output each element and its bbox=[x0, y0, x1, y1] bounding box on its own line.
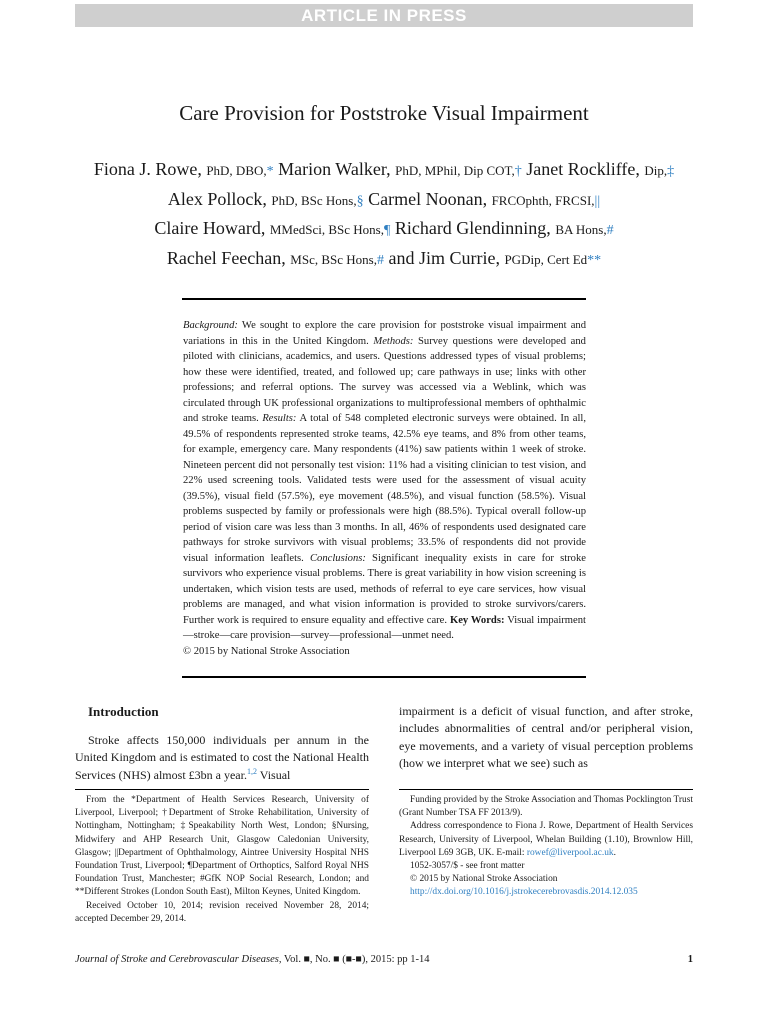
received-dates: Received October 10, 2014; revision received November 28, 2014; accepted December 29, 2014. bbox=[75, 900, 369, 924]
author-name: and Jim Currie, bbox=[388, 247, 500, 268]
methods-text: Survey questions were developed and piloted with clinicians, academics, and users. Questions addressed types of visual problems; how these were identified, treated, and followed up; care pathways in use; links with other professions; and referral options. The survey was accessed via a Weblink, which was circulated through UK professional organizations to multiprofessional members of ophthalmic and stroke teams. bbox=[183, 335, 586, 424]
results-label: Results: bbox=[262, 413, 297, 424]
abstract bbox=[183, 318, 586, 659]
doi-link[interactable]: http://dx.doi.org/10.1016/j.jstrokecerebrovasdis.2014.12.035 bbox=[410, 887, 638, 898]
abstract-top-rule bbox=[182, 298, 586, 300]
affiliation-mark[interactable]: ‡ bbox=[667, 164, 675, 179]
author-name: Marion Walker, bbox=[278, 159, 391, 179]
intro-left-column bbox=[75, 703, 369, 784]
issn-text: 1052-3057/$ - see front matter bbox=[410, 861, 525, 872]
correspondence-footnotes bbox=[399, 794, 693, 900]
affiliation-mark[interactable]: ** bbox=[587, 252, 602, 268]
affiliation-mark[interactable]: § bbox=[356, 193, 364, 209]
author-degrees: Dip, bbox=[644, 163, 668, 178]
page-number: 1 bbox=[687, 954, 693, 965]
keywords-text: Visual impairment—stroke—care provision—survey—professional—unmet need. bbox=[183, 614, 586, 641]
author-name: Janet Rockliffe, bbox=[526, 159, 640, 179]
affiliation-mark[interactable]: || bbox=[594, 193, 601, 209]
author-degrees: MMedSci, BSc Hons, bbox=[269, 222, 384, 237]
intro-right-column bbox=[399, 703, 693, 773]
author-degrees: PhD, BSc Hons, bbox=[271, 192, 357, 208]
journal-citation: Vol. ■, No. ■ (■-■), 2015: pp 1-14 bbox=[283, 954, 430, 965]
conclusions-text: Significant inequality exists in care for stroke survivors who experience visual problems. There is great variability in how vision screening is undertaken, which vision tests are used, methods of referral to eye care services, how visual problems are managed, and what vision information is provided to stroke survivors/carers. Further work is required to ensure equality and effective care. bbox=[183, 552, 586, 626]
article-in-press-banner: ARTICLE IN PRESS bbox=[75, 4, 693, 27]
affiliation-footnotes bbox=[75, 794, 369, 926]
abstract-bottom-rule bbox=[182, 676, 586, 678]
conclusions-label: Conclusions: bbox=[309, 552, 366, 564]
author-name: Claire Howard, bbox=[154, 218, 266, 238]
article-title: Care Provision for Poststroke Visual Impairment bbox=[179, 101, 589, 125]
author-degrees: MSc, BSc Hons, bbox=[290, 251, 377, 267]
affiliation-mark[interactable]: # bbox=[376, 252, 384, 268]
author-degrees: BA Hons, bbox=[555, 222, 607, 237]
author-name: Fiona J. Rowe, bbox=[93, 159, 202, 179]
author-name: Richard Glendinning, bbox=[394, 218, 551, 238]
affiliation-mark[interactable]: # bbox=[606, 223, 614, 238]
funding-text: Funding provided by the Stroke Association and Thomas Pocklington Trust (Grant Number TSA FF 2013/9). bbox=[399, 795, 693, 819]
background-text: We sought to explore the care provision for poststroke visual impairment and variations in this in the United Kingdom. bbox=[183, 320, 586, 347]
affiliation-mark[interactable]: ¶ bbox=[383, 223, 391, 238]
methods-label: Methods: bbox=[373, 335, 414, 347]
abstract-copyright: © 2015 by National Stroke Association bbox=[183, 645, 350, 657]
results-text: A total of 548 completed electronic surveys were obtained. In all, 49.5% of respondents represented stroke teams, 42.5% eye teams, and 8% from other teams, for example, emergency care. Many respondents (41%) saw patients within 1 week of stroke. Nineteen percent did not personally test vision: 11% had a visiting clinician to test vision, and 22% used screening tools. Validated tests were used for the assessment of visual acuity (39.5%), visual field (57.5%), eye movement (48.5%), and visual function (58.5%). Visual problems suspected by family or professionals were high (88.5%). Typical overall follow-up period of vision care was less than 3 months. In all, 46% of respondents used designated care pathways for stroke survivors with visual problems; 33.5% of respondents did not provide visual information leaflets. bbox=[183, 413, 586, 564]
page-footer bbox=[75, 953, 693, 967]
citation-ref[interactable]: 1,2 bbox=[246, 766, 257, 776]
affiliations-text: From the *Department of Health Services Research, University of Liverpool, Liverpool; †Department of Stroke Rehabilitation, University of Nottingham, Nottingham; ‡Speakability North West, London; §Nursing, Midwifery and AHP Research Unit, Glasgow Caledonian University, Glasgow; ||Department of Ophthalmology, Aintree University Hospital NHS Foundation Trust, Liverpool; ¶Department of Orthoptics, Salford Royal NHS Foundation Trust, Manchester; #GfK NOP Social Research, London; and **Different Strokes (London South East), Milton Keynes, United Kingdom. bbox=[75, 795, 369, 898]
author-name: Rachel Feechan, bbox=[166, 247, 286, 268]
journal-name: Journal of Stroke and Cerebrovascular Diseases, bbox=[75, 954, 282, 965]
author-degrees: PhD, DBO, bbox=[206, 163, 267, 178]
author-name: Carmel Noonan, bbox=[368, 188, 488, 209]
author-degrees: PhD, MPhil, Dip COT, bbox=[395, 163, 515, 178]
affiliation-mark[interactable]: * bbox=[266, 164, 274, 179]
intro-paragraph: Stroke affects 150,000 individuals per annum in the United Kingdom and is estimated to cost the National Health Services (NHS) almost £3bn a year.$^{1,2}$ Visual bbox=[75, 733, 369, 782]
section-heading: Introduction bbox=[88, 704, 159, 719]
email-link[interactable]: rowef@liverpool.ac.uk bbox=[526, 847, 614, 858]
address-text: Address correspondence to Fiona J. Rowe, Department of Health Services Research, University of Liverpool, Whelan Building (1.10), Brownlow Hill, Liverpool L69 3GB, UK. E-mail: rowef@liverpool.ac.uk. bbox=[399, 821, 693, 858]
copyright-text: © 2015 by National Stroke Association bbox=[410, 874, 558, 885]
author-name: Alex Pollock, bbox=[167, 188, 267, 209]
intro-paragraph-continued: impairment is a deficit of visual function, and after stroke, includes abnormalities of central and/or peripheral vision, eye movements, and a variety of visual perception problems (how we interpret what we see) such as bbox=[399, 704, 693, 771]
author-degrees: PGDip, Cert Ed bbox=[504, 251, 588, 267]
footnote-rule bbox=[75, 789, 369, 790]
keywords-label: Key Words: bbox=[449, 614, 505, 626]
author-degrees: FRCOphth, FRCSI, bbox=[491, 192, 595, 208]
affiliation-mark[interactable]: † bbox=[514, 164, 522, 179]
footnote-rule bbox=[399, 789, 693, 790]
background-label: Background: bbox=[183, 320, 238, 331]
author-list bbox=[60, 156, 708, 274]
